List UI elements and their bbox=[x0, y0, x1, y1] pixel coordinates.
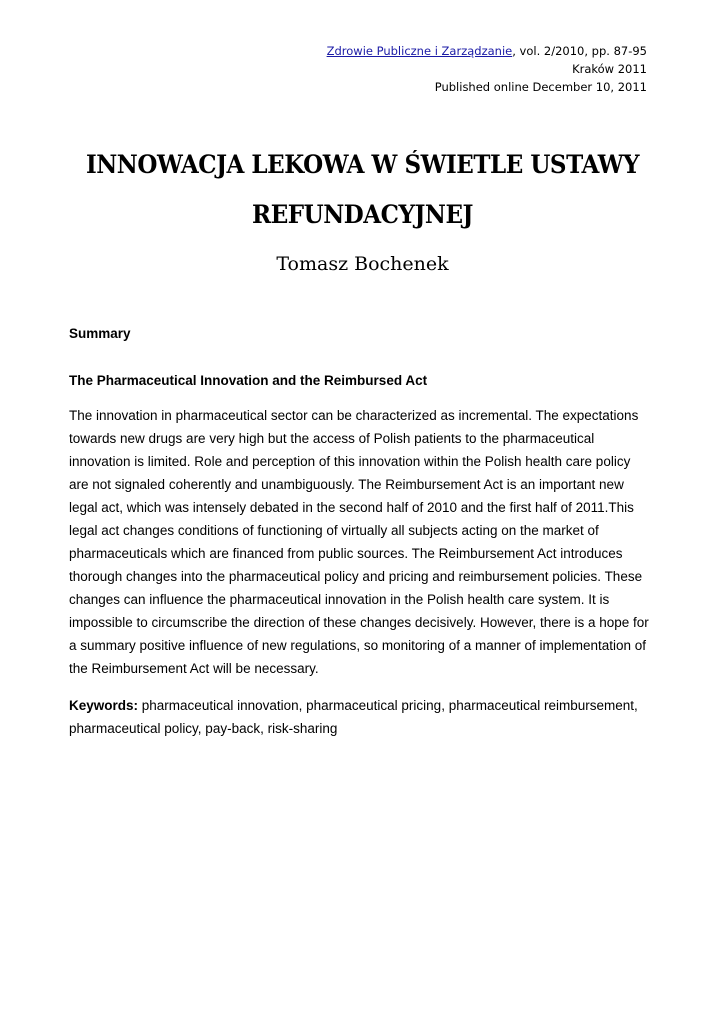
place-year: Kraków 2011 bbox=[572, 62, 647, 76]
summary-heading: Summary bbox=[69, 326, 131, 341]
abstract-text: The innovation in pharmaceutical sector can be characterized as incremental. The expectations towards new drugs are very high but the access of Polish patients to the pharmaceutical innovation is limited. Role and perception of this innovation within the Polish health care policy are not signaled coherently and unambiguously. The Reimbursement Act is an important new legal act, which was intensely debated in the second half of 2010 and the first half of 2011.This legal act changes conditions of functioning of virtually all subjects acting on the market of pharmaceuticals which are financed from public sources. The Reimbursement Act introduces thorough changes into the pharmaceutical policy and pricing and reimbursement policies. These changes can influence the pharmaceutical innovation in the Polish health care system. It is impossible to circumscribe the direction of these changes decisively. However, there is a hope for a summary positive influence of new regulations, so monitoring of a manner of implementation of the Reimbursement Act will be necessary. bbox=[69, 408, 649, 676]
citation-header bbox=[327, 42, 647, 96]
english-title: The Pharmaceutical Innovation and the Reimbursed Act bbox=[69, 373, 428, 388]
keywords-label: Keywords: bbox=[69, 698, 139, 713]
title-line-2: REFUNDACYJNEJ bbox=[252, 200, 473, 229]
title-line-1: INNOWACJA LEKOWA W ŚWIETLE USTAWY bbox=[85, 150, 640, 179]
keywords-list: pharmaceutical innovation, pharmaceutical pricing, pharmaceutical reimbursement, pharmaceutical policy, pay-back, risk-sharing bbox=[69, 698, 638, 736]
citation-line bbox=[327, 42, 647, 60]
journal-link[interactable]: Zdrowie Publiczne i Zarządzanie bbox=[326, 44, 513, 58]
author-name: Tomasz Bochenek bbox=[276, 253, 449, 275]
published-date: Published online December 10, 2011 bbox=[434, 80, 647, 94]
volume-info: , vol. 2/2010, pp. 87-95 bbox=[512, 44, 647, 58]
keywords-paragraph bbox=[69, 694, 651, 740]
paper-title bbox=[66, 140, 659, 240]
